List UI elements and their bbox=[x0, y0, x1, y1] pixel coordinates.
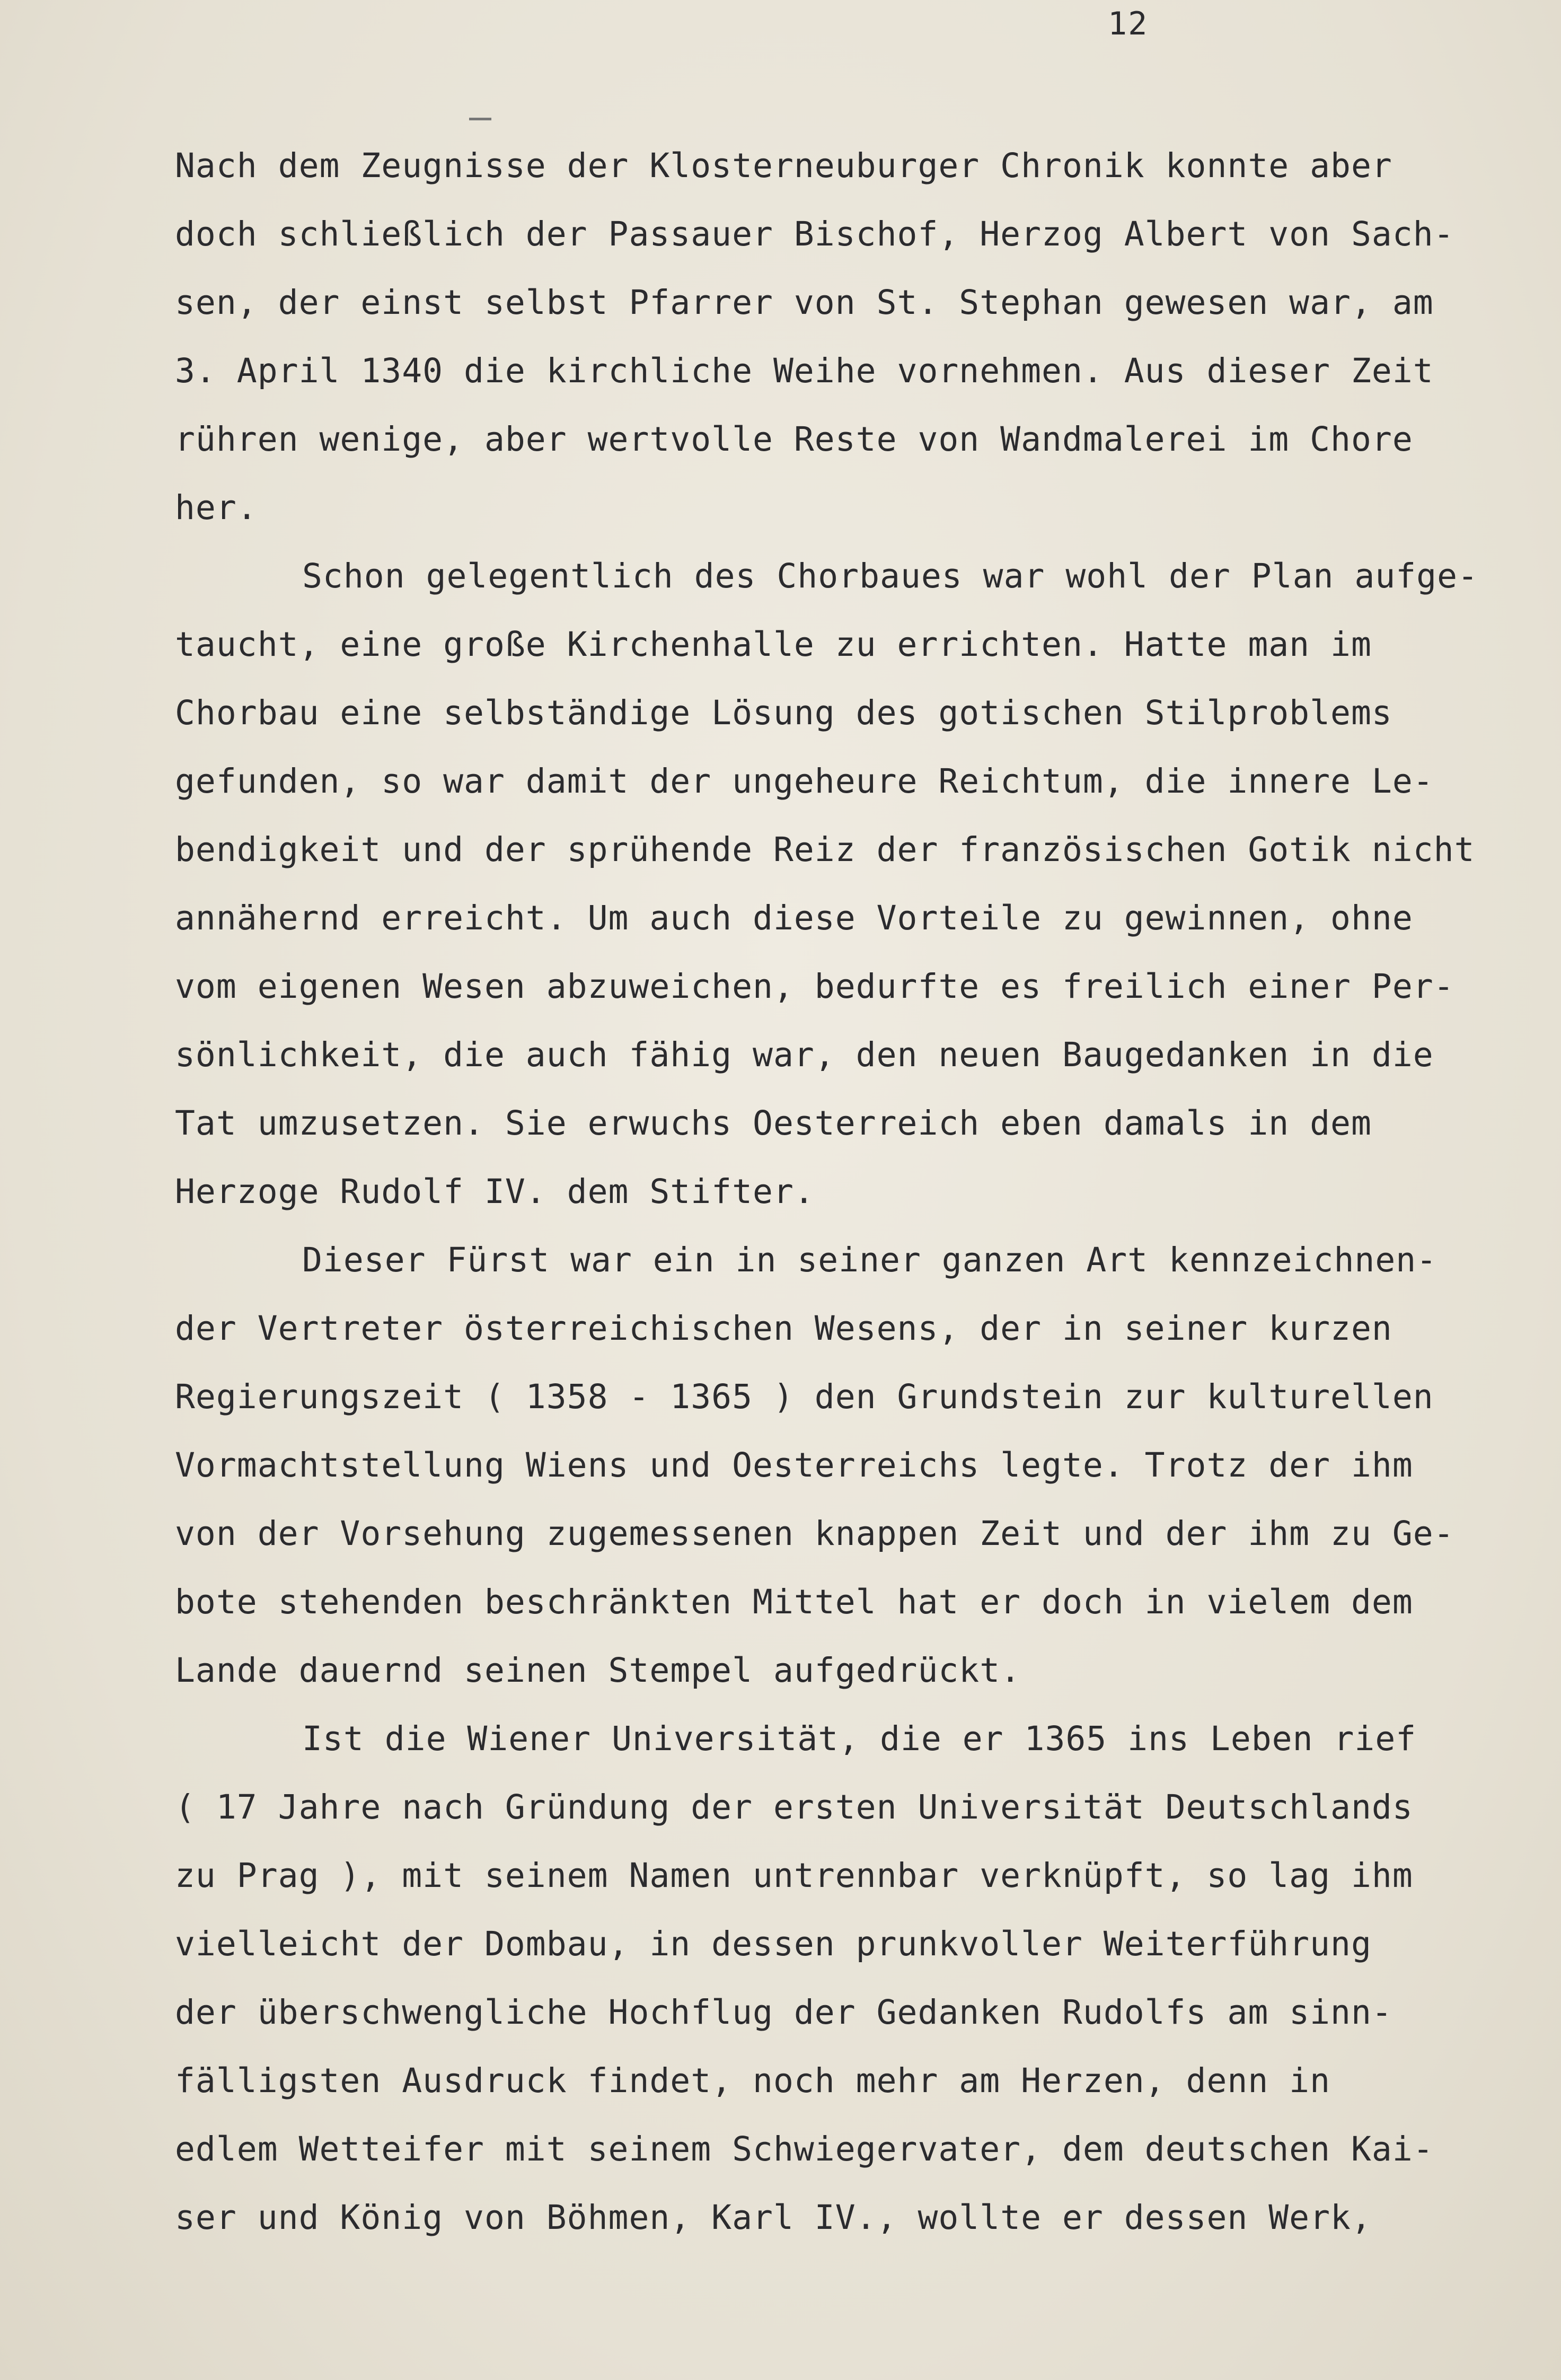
paragraph-start-line: Dieser Fürst war ein in seiner ganzen Art kennzeichnen- bbox=[302, 1241, 1437, 1279]
text-line: der Vertreter österreichischen Wesens, der in seiner kurzen bbox=[175, 1309, 1392, 1348]
paragraph-start-line: Ist die Wiener Universität, die er 1365 ins Leben rief bbox=[302, 1719, 1417, 1758]
text-line: Herzoge Rudolf IV. dem Stifter. bbox=[175, 1172, 815, 1211]
text-line: gefunden, so war damit der ungeheure Reichtum, die innere Le- bbox=[175, 762, 1434, 801]
text-line: fälligsten Ausdruck findet, noch mehr am Herzen, denn in bbox=[175, 2061, 1331, 2100]
text-line: her. bbox=[175, 488, 258, 527]
text-line: zu Prag ), mit seinem Namen untrennbar verknüpft, so lag ihm bbox=[175, 1856, 1413, 1895]
dash-mark bbox=[469, 118, 491, 120]
text-line: vielleicht der Dombau, in dessen prunkvoller Weiterführung bbox=[175, 1925, 1372, 1963]
text-line: sen, der einst selbst Pfarrer von St. Stephan gewesen war, am bbox=[175, 283, 1434, 322]
text-line: vom eigenen Wesen abzuweichen, bedurfte es freilich einer Per- bbox=[175, 967, 1454, 1006]
text-line: edlem Wetteifer mit seinem Schwiegervater, dem deutschen Kai- bbox=[175, 2130, 1434, 2168]
paragraph-start-line: Schon gelegentlich des Chorbaues war wohl der Plan aufge- bbox=[302, 557, 1478, 595]
text-line: von der Vorsehung zugemessenen knappen Zeit und der ihm zu Ge- bbox=[175, 1514, 1454, 1553]
text-line: 3. April 1340 die kirchliche Weihe vornehmen. Aus dieser Zeit bbox=[175, 352, 1434, 390]
text-line: sönlichkeit, die auch fähig war, den neuen Baugedanken in die bbox=[175, 1035, 1434, 1074]
page-number: 12 bbox=[1108, 5, 1149, 42]
text-line: bote stehenden beschränkten Mittel hat er doch in vielem dem bbox=[175, 1583, 1413, 1621]
text-line: ( 17 Jahre nach Gründung der ersten Universität Deutschlands bbox=[175, 1788, 1413, 1826]
text-line: bendigkeit und der sprühende Reiz der französischen Gotik nicht bbox=[175, 830, 1475, 869]
body-text bbox=[175, 131, 1532, 2252]
text-line: Lande dauernd seinen Stempel aufgedrückt. bbox=[175, 1651, 1021, 1690]
text-line: Tat umzusetzen. Sie erwuchs Oesterreich eben damals in dem bbox=[175, 1104, 1372, 1143]
text-line: taucht, eine große Kirchenhalle zu errichten. Hatte man im bbox=[175, 625, 1372, 664]
text-line: annähernd erreicht. Um auch diese Vorteile zu gewinnen, ohne bbox=[175, 899, 1413, 937]
text-line: ser und König von Böhmen, Karl IV., wollte er dessen Werk, bbox=[175, 2198, 1372, 2237]
text-line: Regierungszeit ( 1358 - 1365 ) den Grundstein zur kulturellen bbox=[175, 1377, 1434, 1416]
text-line: rühren wenige, aber wertvolle Reste von Wandmalerei im Chore bbox=[175, 420, 1413, 459]
text-line: der überschwengliche Hochflug der Gedanken Rudolfs am sinn- bbox=[175, 1993, 1392, 2032]
text-line: Chorbau eine selbständige Lösung des gotischen Stilproblems bbox=[175, 693, 1392, 732]
text-line: doch schließlich der Passauer Bischof, Herzog Albert von Sach- bbox=[175, 215, 1454, 253]
text-line: Nach dem Zeugnisse der Klosterneuburger Chronik konnte aber bbox=[175, 146, 1392, 185]
text-line: Vormachtstellung Wiens und Oesterreichs legte. Trotz der ihm bbox=[175, 1446, 1413, 1485]
